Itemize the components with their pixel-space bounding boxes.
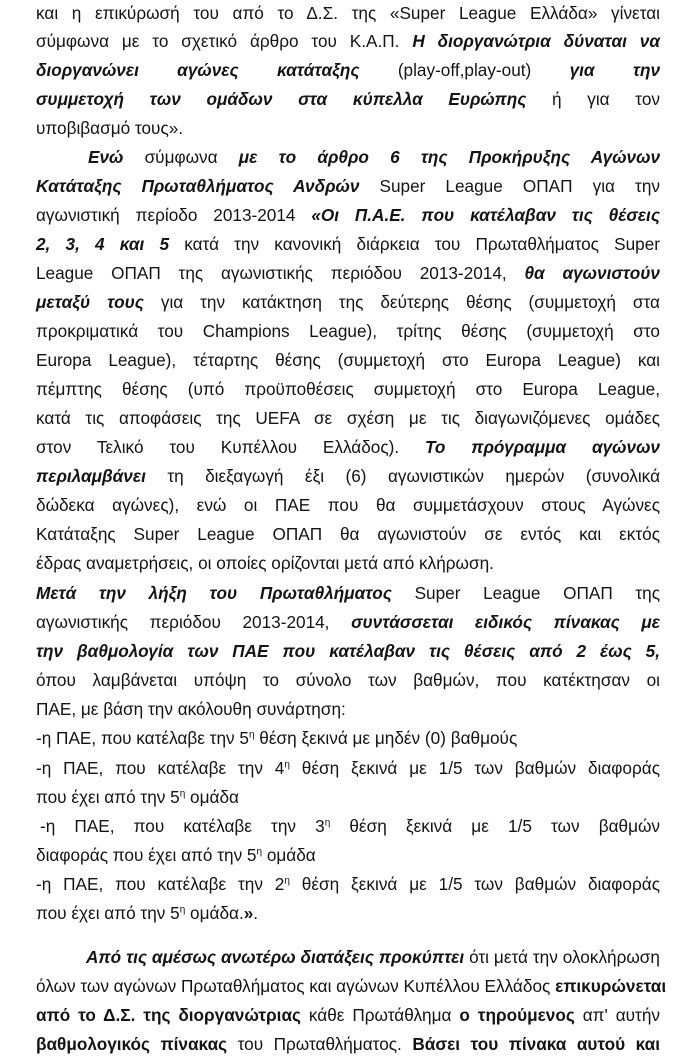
text-run: θέση ξεκινά με 1/5 των βαθμών [330,816,660,836]
text-run: περιλαμβάνει [36,466,168,486]
text-line-13 [36,347,660,373]
text-line-7 [36,173,660,199]
text-run: διαφοράς που έχει από την 5 [36,845,257,865]
text-run: ότι μετά την ολοκλήρωση [469,947,660,967]
text-run: θα αγωνιστούν [524,263,660,283]
text-run: «Οι Π.Α.Ε. που κατέλαβαν τις θέσεις [311,205,660,225]
text-run: του Πρωταθλήματος. [237,1034,413,1054]
text-line-18 [36,492,660,518]
text-run: δώδεκα αγώνες), ενώ οι ΠΑΕ που θα συμμετάσχουν στους Αγώνες [36,495,660,515]
ordinal-superscript: η [284,759,290,771]
text-run: Europa League), τέταρτης θέσης (συμμετοχή στο Europa League) και [36,350,660,370]
text-line-28 [36,784,660,810]
text-run: Super League ΟΠΑΠ της [414,583,660,603]
text-line-22 [36,609,660,635]
text-line-30 [36,842,660,868]
text-line-35 [36,1002,660,1028]
text-run: και η επικύρωσή του από το Δ.Σ. της «Super League Ελλάδα» γίνεται [36,3,660,23]
text-run: -η ΠΑΕ, που κατέλαβε την 2 [36,874,285,894]
text-line-21 [36,580,660,606]
text-run: υποβιβασμό τους». [36,118,184,138]
text-run: Βάσει του πίνακα αυτού και [412,1034,660,1054]
text-run: ομάδα. [185,903,244,923]
ordinal-superscript: η [256,846,263,858]
text-run: θέση ξεκινά με μηδέν (0) βαθμούς [254,728,518,748]
text-run: τη διεξαγωγή έξι (6) αγωνιστικών ημερών (συνολικά [167,466,661,486]
text-line-2 [36,28,660,54]
text-line-15 [36,405,660,431]
text-run: (play-off,play-out) [397,60,570,80]
text-run: Κατάταξης Πρωταθλήματος Ανδρών [36,176,380,196]
text-line-34 [36,973,667,999]
text-run: ή για τον [552,89,660,109]
text-run: με το άρθρο 6 της Προκήρυξης Αγώνων [238,147,660,167]
text-run: -η ΠΑΕ, που κατέλαβε την 4 [36,758,285,778]
text-line-9 [36,231,660,257]
text-line-25 [36,696,660,722]
ordinal-superscript: η [179,788,186,800]
text-line-10 [36,260,660,286]
text-line-27 [36,755,660,781]
text-run: Super League ΟΠΑΠ για την [379,176,660,196]
text-run: ομάδα [262,845,316,865]
text-line-19 [36,521,660,547]
text-run: League ΟΠΑΠ της αγωνιστικής περιόδου 2013-2014, [36,263,525,283]
text-line-6 [36,144,660,170]
ordinal-superscript: η [284,875,290,887]
text-run: βαθμολογικός πίνακας [36,1034,238,1054]
text-run: διοργανώνει αγώνες κατάταξης [36,60,398,80]
text-run: που έχει από την 5 [36,787,180,807]
text-run: που έχει από την 5 [36,903,180,923]
text-line-3 [36,57,660,83]
text-run: στον Τελικό του Κυπέλλου Ελλάδος). [36,437,426,457]
text-run: όπου λαμβάνεται υπόψη το σύνολο των βαθμών, που κατέκτησαν οι [36,670,660,690]
text-run: θέση ξεκινά με 1/5 των βαθμών διαφοράς [289,874,660,894]
text-run: 2, 3, 4 και 5 [36,234,185,254]
text-run: ΠΑΕ, με βάση την ακόλουθη συνάρτηση: [36,699,346,719]
text-run: Από τις αμέσως ανωτέρω διατάξεις προκύπτει [86,947,470,967]
text-line-17 [36,463,660,489]
text-line-23 [36,638,660,664]
text-run: ομάδα [185,787,239,807]
text-run: σύμφωνα με το σχετικό άρθρο του Κ.Α.Π. [36,31,413,51]
text-line-12 [36,318,660,344]
text-line-5 [36,115,660,141]
text-run: κάθε Πρωτάθλημα [308,1005,460,1025]
text-run: κατά τις αποφάσεις της UEFA σε σχέση με τις διαγωνιζόμενες ομάδες [36,408,660,428]
text-run: αγωνιστική περίοδο 2013-2014 [36,205,312,225]
text-run: Το πρόγραμμα αγώνων [425,437,660,457]
text-line-16 [36,434,660,460]
text-line-11 [36,289,660,315]
text-run: την βαθμολογία των ΠΑΕ που κατέλαβαν τις θέσεις από 2 έως 5, [36,641,660,661]
text-run: συντάσσεται ειδικός πίνακας με [351,612,661,632]
text-line-36 [36,1031,660,1057]
text-run: Κατάταξης Super League ΟΠΑΠ θα αγωνιστούν σε εντός και εκτός [36,524,660,544]
text-run: μεταξύ τους [36,292,161,312]
text-line-1 [36,0,660,26]
text-run: από το Δ.Σ. της διοργανώτριας [36,1005,309,1025]
ordinal-superscript: η [248,729,255,741]
text-run: -η ΠΑΕ, που κατέλαβε την 5 [36,728,249,748]
text-run: πέμπτης θέσης (υπό προϋποθέσεις συμμετοχή στο Europa League, [36,379,660,399]
text-line-31 [36,871,660,897]
text-run: ο τηρούμενος [459,1005,583,1025]
ordinal-superscript: η [324,817,331,829]
text-run: όλων των αγώνων Πρωταθλήματος και αγώνων Κυπέλλου Ελλάδος [36,976,556,996]
text-run: για την κατάκτηση της δεύτερης θέσης (συμμετοχή στα [160,292,660,312]
text-line-33 [36,944,660,970]
text-line-8 [36,202,660,228]
text-run: προκριματικά του Champions League), τρίτης θέσης (συμμετοχή στο [36,321,660,341]
text-run: Η διοργανώτρια δύναται να [412,31,660,51]
text-run: σύμφωνα [144,147,239,167]
text-line-14 [36,376,660,402]
text-line-29 [36,813,660,839]
text-run: αγωνιστικής περιόδου 2013-2014, [36,612,352,632]
text-run: απ' αυτήν [582,1005,661,1025]
text-line-24 [36,667,660,693]
text-run: συμμετοχή των ομάδων στα κύπελλα Ευρώπης [36,89,553,109]
text-run: για την [569,60,661,80]
text-run: . [253,903,259,923]
text-run: Ενώ [88,147,145,167]
text-line-4 [36,86,660,112]
text-line-32 [36,900,660,926]
text-line-26 [36,725,660,751]
text-run: έδρας αναμετρήσεις, οι οποίες ορίζονται μετά από κλήρωση. [36,553,494,573]
text-run: » [243,903,254,923]
text-run: Μετά την λήξη του Πρωταθλήματος [36,583,415,603]
text-run: επικυρώνεται [555,976,667,996]
text-run: -η ΠΑΕ, που κατέλαβε την 3 [40,816,325,836]
text-run: κατά την κανονική διάρκεια του Πρωταθλήματος Super [184,234,661,254]
ordinal-superscript: η [179,904,186,916]
text-line-20 [36,550,660,576]
text-run: θέση ξεκινά με 1/5 των βαθμών διαφοράς [289,758,660,778]
